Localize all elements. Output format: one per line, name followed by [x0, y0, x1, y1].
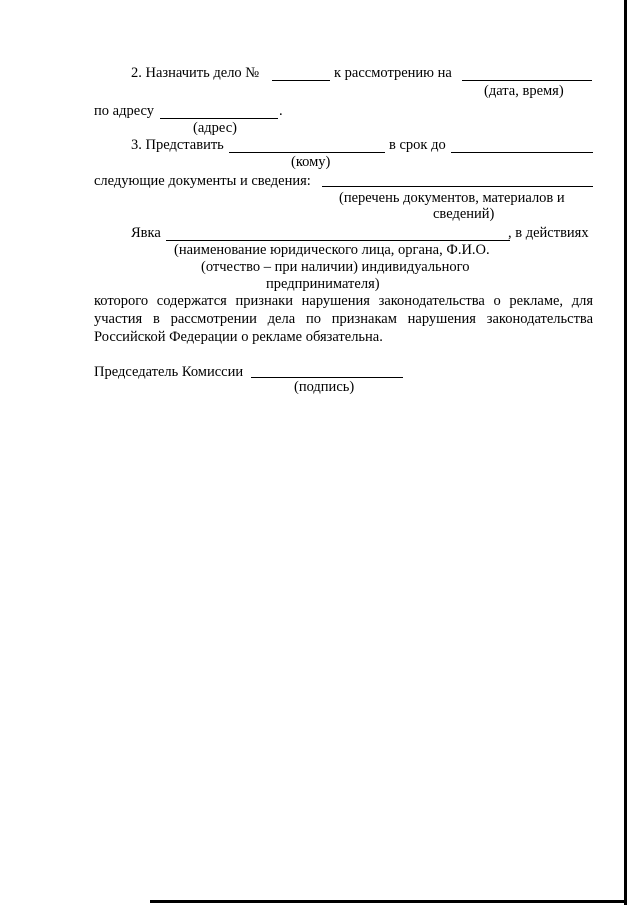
documents-blank	[322, 186, 593, 187]
deadline-blank	[451, 152, 593, 153]
scan-border-bottom	[150, 900, 627, 903]
date-time-blank	[462, 80, 592, 81]
signature-label: Председатель Комиссии	[94, 364, 244, 380]
recipient-caption: (кому)	[291, 154, 331, 170]
item3-middle: в срок до	[389, 137, 446, 153]
address-dot: .	[279, 103, 283, 119]
documents-caption-line2: сведений)	[433, 206, 495, 222]
item2-prefix: 2. Назначить дело №	[131, 65, 260, 81]
case-number-blank	[272, 80, 330, 81]
date-time-caption: (дата, время)	[484, 83, 564, 99]
item2-middle: к рассмотрению на	[334, 65, 452, 81]
appearance-prefix: Явка	[131, 225, 161, 241]
signature-caption: (подпись)	[294, 379, 355, 395]
appearance-paragraph: которого содержатся признаки нарушения законодательства о рекламе, для участия в рассмотрении дела по признакам нарушения законодательства Российской Федерации о рекламе обязательна.	[94, 293, 593, 345]
address-prefix: по адресу	[94, 103, 154, 119]
documents-prefix: следующие документы и сведения:	[94, 173, 311, 189]
appearance-caption-line1: (наименование юридического лица, органа, Ф.И.О.	[174, 242, 490, 258]
appearance-caption-line3: предпринимателя)	[266, 276, 380, 292]
address-caption: (адрес)	[193, 120, 237, 136]
scan-border-right	[624, 0, 627, 905]
appearance-suffix: , в действиях	[508, 225, 589, 241]
appearance-caption-line2: (отчество – при наличии) индивидуального	[201, 259, 470, 275]
item3-prefix: 3. Представить	[131, 137, 224, 153]
documents-caption-line1: (перечень документов, материалов и	[339, 190, 565, 206]
